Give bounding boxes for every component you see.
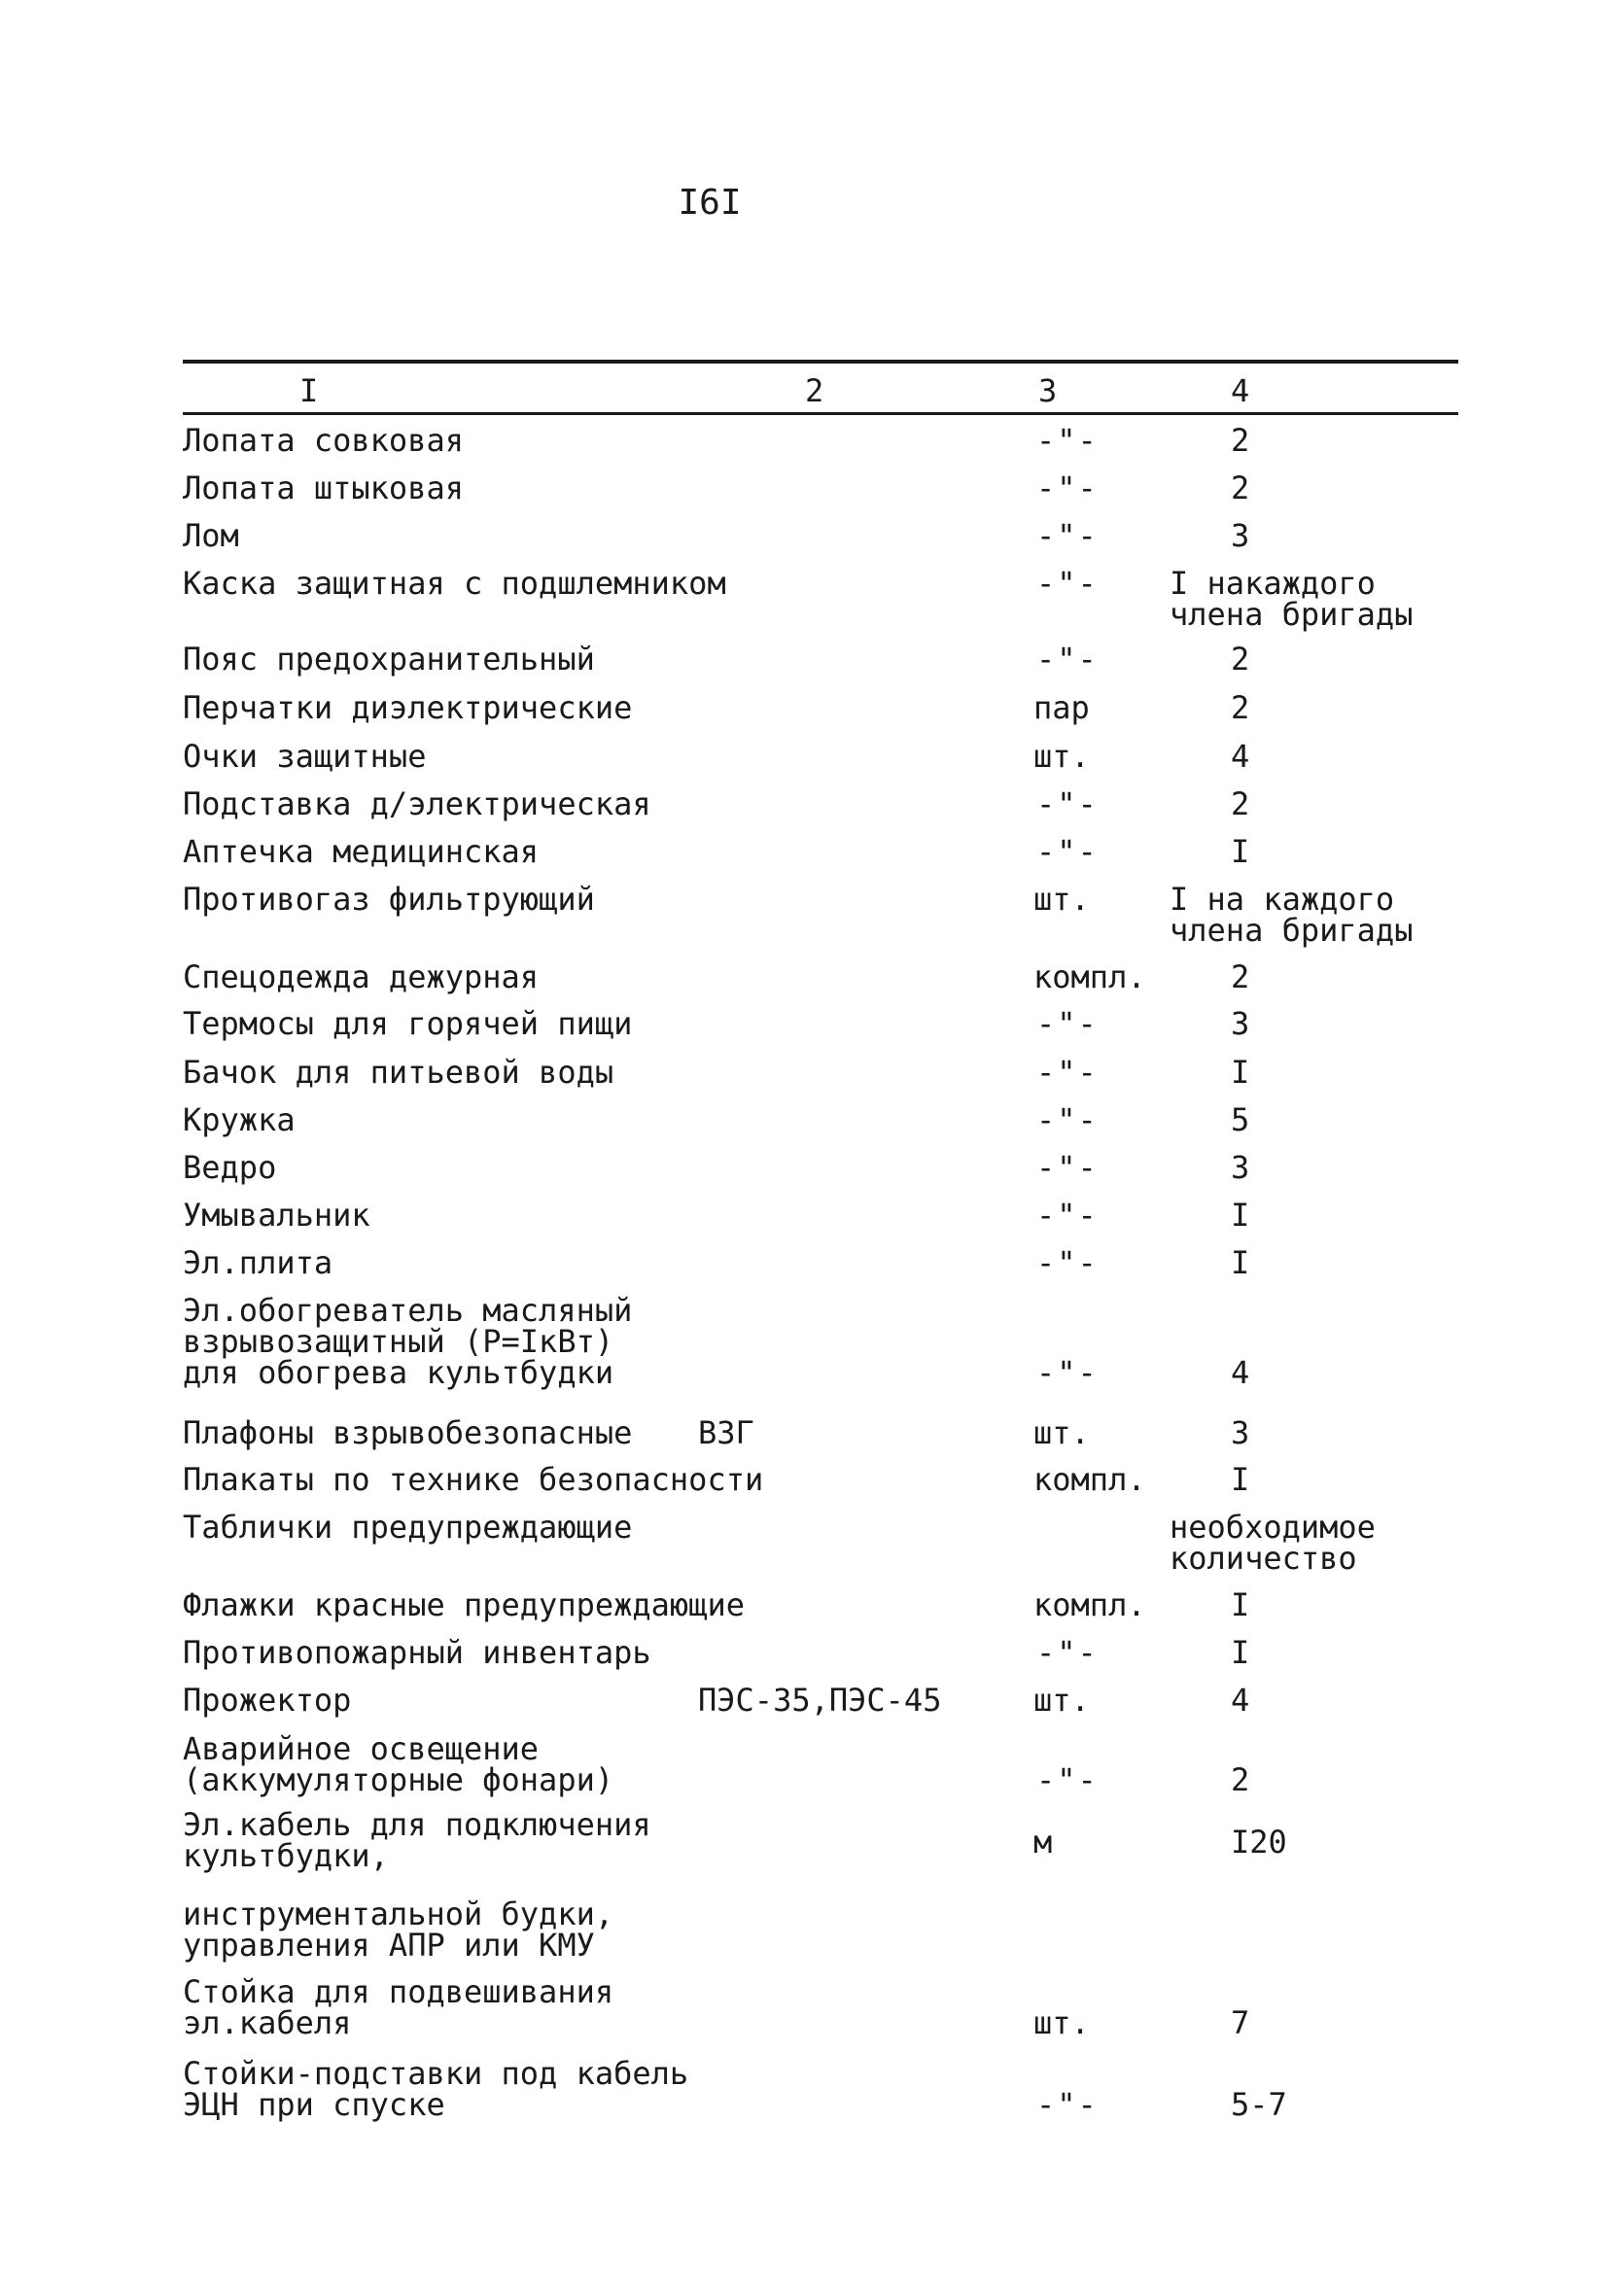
item-unit: -"- <box>1036 1761 1099 1798</box>
item-quantity: I <box>1231 1244 1250 1281</box>
item-unit: -"- <box>1036 2086 1099 2123</box>
table-row <box>183 1682 1458 1733</box>
item-quantity: I накаждого члена бригады <box>1170 565 1414 633</box>
item-spec: ВЗГ <box>698 1414 754 1451</box>
table-row <box>183 2055 1458 2145</box>
item-unit: -"- <box>1036 422 1099 459</box>
item-unit: -"- <box>1036 1149 1099 1186</box>
item-name: Эл.кабель для подключения культбудки, <box>183 1806 651 1874</box>
table-row <box>183 641 1458 692</box>
item-quantity: I <box>1231 833 1250 870</box>
page-number: I6I <box>678 183 742 223</box>
item-unit: -"- <box>1036 1054 1099 1091</box>
item-name: Очки защитные <box>183 738 427 775</box>
table-body <box>183 415 1458 2155</box>
item-unit: шт. <box>1033 881 1090 918</box>
item-quantity: I20 <box>1231 1824 1287 1861</box>
item-name: Пояс предохранительный <box>183 641 595 678</box>
table-row <box>183 1149 1458 1200</box>
item-quantity: I <box>1231 1197 1250 1234</box>
item-unit: компл. <box>1033 958 1146 995</box>
item-spec: ПЭС-35,ПЭС-45 <box>698 1682 942 1719</box>
item-quantity: I <box>1231 1586 1250 1623</box>
item-quantity: 4 <box>1231 738 1250 775</box>
table-row <box>183 1414 1458 1464</box>
item-name: Ведро <box>183 1149 277 1186</box>
item-unit: -"- <box>1036 1634 1099 1671</box>
header-col-2: 2 <box>805 372 824 409</box>
item-name: инструментальной будки, управления АПР или КМУ <box>183 1896 614 1964</box>
item-name: Спецодежда дежурная <box>183 958 540 995</box>
item-name: Эл.обогреватель масляный взрывозащитный (Р=IкВт) для обогрева культбудки <box>183 1292 633 1391</box>
table-row <box>183 1730 1458 1809</box>
item-name: Плакаты по технике безопасности <box>183 1461 764 1498</box>
table-row <box>183 1197 1458 1247</box>
table-row <box>183 1509 1458 1589</box>
item-name: Термосы для горячей пищи <box>183 1005 633 1042</box>
item-unit: компл. <box>1033 1586 1146 1623</box>
table-header-row <box>183 364 1458 412</box>
item-quantity: I <box>1231 1634 1250 1671</box>
item-unit: компл. <box>1033 1461 1146 1498</box>
item-name: Стойки-подставки под кабель ЭЦН при спуске <box>183 2055 689 2123</box>
item-name: Подставка д/электрическая <box>183 785 651 822</box>
item-quantity: 2 <box>1231 958 1250 995</box>
item-quantity: I <box>1231 1461 1250 1498</box>
item-quantity: 3 <box>1231 517 1250 554</box>
table-row <box>183 1054 1458 1104</box>
header-col-4: 4 <box>1231 372 1250 409</box>
header-col-3: 3 <box>1038 372 1058 409</box>
item-name: Аптечка медицинская <box>183 833 540 870</box>
item-unit: пар <box>1033 689 1090 726</box>
item-name: Лопата штыковая <box>183 470 464 506</box>
item-unit: -"- <box>1036 565 1099 602</box>
item-unit: м <box>1033 1824 1053 1861</box>
table-row <box>183 689 1458 741</box>
item-name: Перчатки диэлектрические <box>183 689 633 726</box>
table-row <box>183 1973 1458 2058</box>
table-row <box>183 1461 1458 1512</box>
item-quantity: 2 <box>1231 641 1250 678</box>
table-row <box>183 833 1458 884</box>
table-row <box>183 1806 1458 1898</box>
table-row <box>183 1898 1458 1976</box>
item-quantity: 2 <box>1231 1761 1250 1798</box>
table-row <box>183 1005 1458 1057</box>
table-row <box>183 881 1458 961</box>
header-col-1: I <box>299 372 319 409</box>
item-unit: шт. <box>1033 1414 1090 1451</box>
table-row <box>183 1634 1458 1685</box>
item-unit: -"- <box>1036 1005 1099 1042</box>
item-name: Флажки красные предупреждающие <box>183 1586 745 1623</box>
item-quantity: 5-7 <box>1231 2086 1287 2123</box>
item-quantity: I на каждого члена бригады <box>1170 881 1414 949</box>
table-row <box>183 1292 1458 1417</box>
equipment-table <box>183 360 1458 2155</box>
table-row <box>183 517 1458 568</box>
item-unit: -"- <box>1036 517 1099 554</box>
item-name: Плафоны взрывобезопасные <box>183 1414 633 1451</box>
item-unit: -"- <box>1036 641 1099 678</box>
item-quantity: 3 <box>1231 1149 1250 1186</box>
item-name: Противогаз фильтрующий <box>183 881 595 918</box>
item-unit: шт. <box>1033 2004 1090 2041</box>
item-unit: шт. <box>1033 1682 1090 1719</box>
item-name: Каска защитная с подшлемником <box>183 565 726 602</box>
table-row <box>183 565 1458 644</box>
item-quantity: I <box>1231 1054 1250 1091</box>
item-name: Лом <box>183 517 239 554</box>
item-unit: -"- <box>1036 470 1099 506</box>
item-name: Стойка для подвешивания эл.кабеля <box>183 1973 614 2041</box>
item-quantity: 5 <box>1231 1101 1250 1138</box>
item-name: Кружка <box>183 1101 296 1138</box>
table-row <box>183 422 1458 472</box>
item-name: Лопата совковая <box>183 422 464 459</box>
item-quantity: необходимое количество <box>1170 1509 1376 1577</box>
item-name: Умывальник <box>183 1197 370 1234</box>
item-quantity: 7 <box>1231 2004 1250 2041</box>
item-quantity: 2 <box>1231 785 1250 822</box>
table-row <box>183 1101 1458 1152</box>
table-row <box>183 738 1458 788</box>
item-name: Аварийное освещение (аккумуляторные фонари) <box>183 1730 614 1798</box>
item-quantity: 2 <box>1231 689 1250 726</box>
item-unit: -"- <box>1036 833 1099 870</box>
table-row <box>183 472 1458 520</box>
item-name: Противопожарный инвентарь <box>183 1634 651 1671</box>
item-name: Бачок для питьевой воды <box>183 1054 614 1091</box>
item-quantity: 2 <box>1231 470 1250 506</box>
item-unit: шт. <box>1033 738 1090 775</box>
table-row <box>183 958 1458 1008</box>
item-quantity: 4 <box>1231 1354 1250 1391</box>
item-quantity: 3 <box>1231 1414 1250 1451</box>
item-unit: -"- <box>1036 1244 1099 1281</box>
item-quantity: 2 <box>1231 422 1250 459</box>
item-unit: -"- <box>1036 1197 1099 1234</box>
item-unit: -"- <box>1036 1101 1099 1138</box>
item-quantity: 3 <box>1231 1005 1250 1042</box>
item-unit: -"- <box>1036 785 1099 822</box>
table-row <box>183 1586 1458 1637</box>
table-row <box>183 785 1458 836</box>
item-name: Эл.плита <box>183 1244 333 1281</box>
item-name: Прожектор <box>183 1682 352 1719</box>
item-name: Таблички предупреждающие <box>183 1509 633 1546</box>
table-row <box>183 1244 1458 1295</box>
item-quantity: 4 <box>1231 1682 1250 1719</box>
item-unit: -"- <box>1036 1354 1099 1391</box>
